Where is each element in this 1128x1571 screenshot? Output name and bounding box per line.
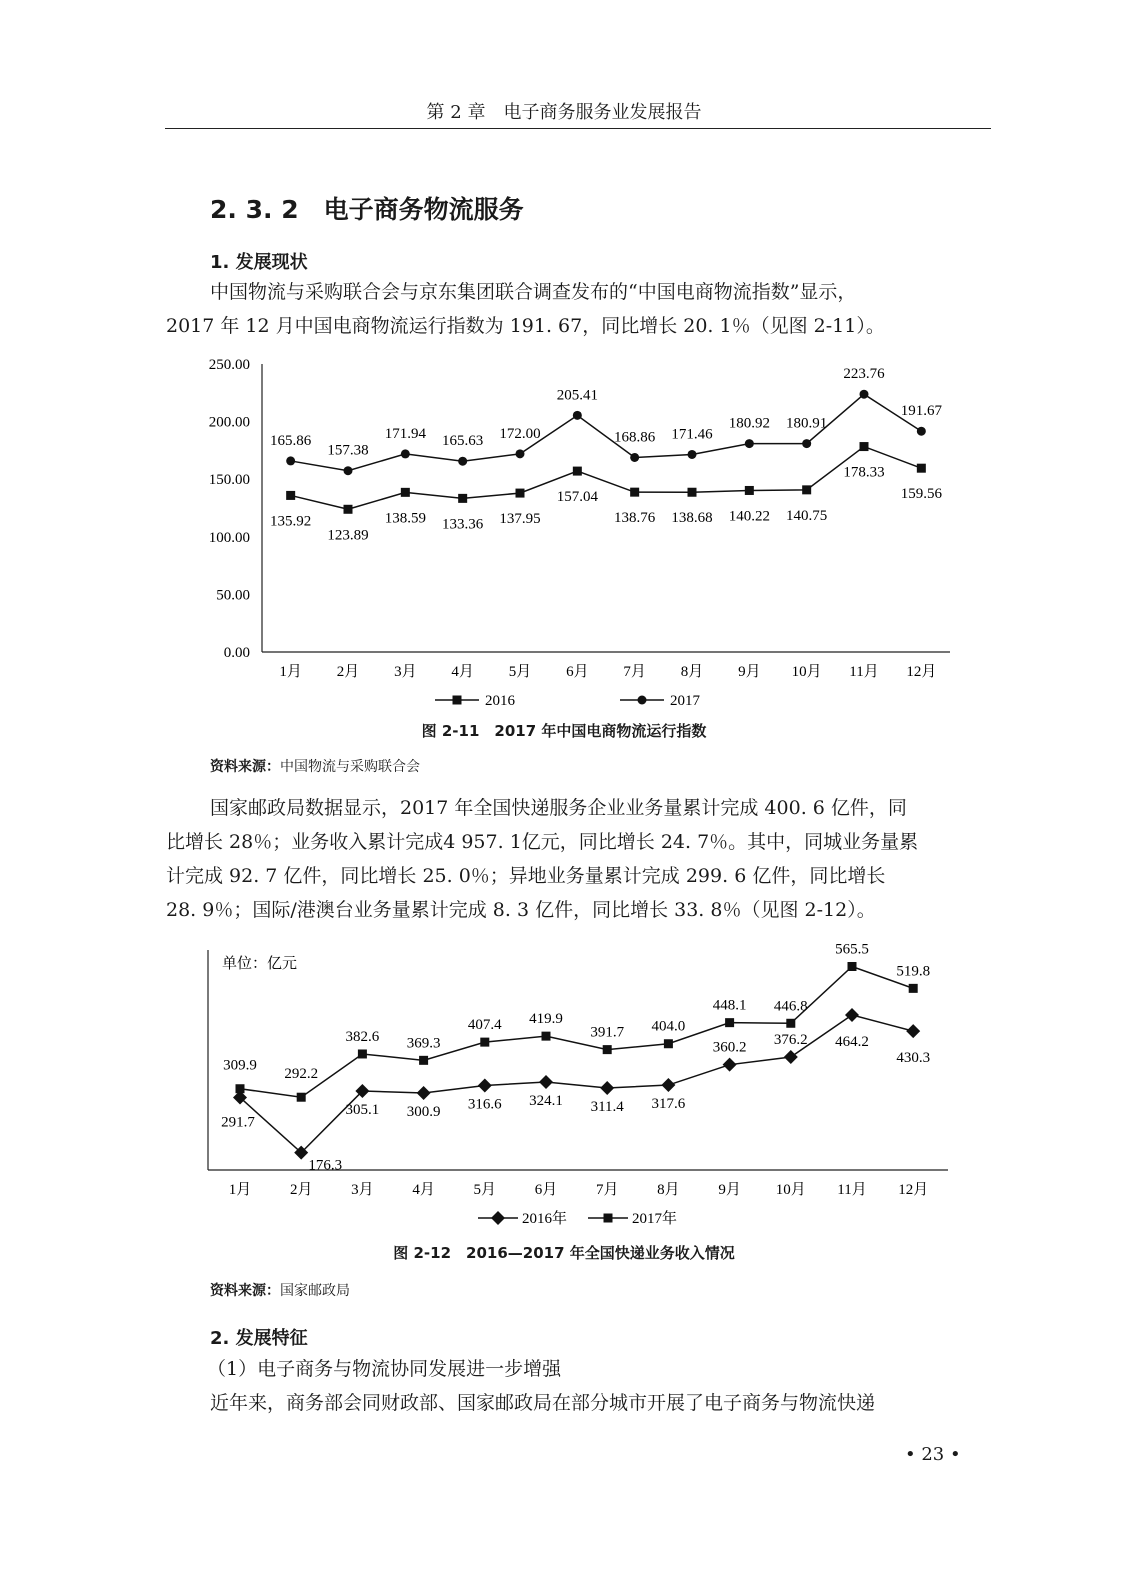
data-point-2017年 (542, 1032, 551, 1041)
subsection-title-status: 1. 发展现状 (210, 252, 308, 273)
series-line-2017年 (240, 967, 913, 1098)
data-point-2017 (745, 439, 754, 448)
x-tick-label: 1月 (228, 1182, 252, 1198)
x-tick-label: 2月 (336, 664, 360, 680)
express-revenue-chart (190, 940, 960, 1230)
paragraph-line: 国家邮政局数据显示，2017 年全国快递服务企业业务量累计完成 400. 6 亿件，同 (210, 797, 907, 819)
x-tick-label: 8月 (657, 1182, 680, 1198)
data-label: 157.38 (327, 442, 369, 459)
x-tick-label: 5月 (508, 664, 532, 680)
y-tick-label: 250.00 (208, 357, 250, 373)
x-tick-label: 8月 (680, 664, 704, 680)
x-tick-label: 10月 (775, 1182, 806, 1198)
subsubsection-title: （1）电子商务与物流协同发展进一步增强 (207, 1358, 562, 1380)
data-point-2017 (401, 449, 410, 458)
x-tick-label: 7月 (595, 1182, 619, 1198)
source-label: 资料来源： (210, 759, 280, 775)
data-label: 376.2 (773, 1032, 808, 1049)
data-label: 140.22 (728, 508, 770, 525)
data-point-2017年 (297, 1093, 306, 1102)
x-tick-label: 9月 (718, 1182, 741, 1198)
data-point-2016 (573, 467, 582, 476)
data-label: 178.33 (843, 464, 885, 481)
data-point-2017年 (236, 1084, 245, 1093)
x-tick-label: 1月 (279, 664, 302, 680)
legend-label: 2017年 (632, 1211, 678, 1227)
legend-marker (491, 1211, 505, 1225)
data-point-2016 (516, 489, 525, 498)
data-label: 519.8 (896, 963, 931, 980)
y-tick-label: 100.00 (208, 529, 250, 546)
data-point-2016 (458, 494, 467, 503)
data-point-2017年 (725, 1018, 734, 1027)
data-point-2016 (860, 442, 869, 451)
data-label: 171.94 (384, 425, 426, 442)
data-point-2017年 (419, 1056, 428, 1065)
data-label: 446.8 (773, 998, 808, 1015)
data-label: 137.95 (499, 511, 541, 528)
data-point-2017 (458, 457, 467, 466)
series-line-2016 (291, 447, 922, 510)
running-header: 第 2 章 电子商务服务业发展报告 (426, 102, 702, 123)
source-text: 国家邮政局 (280, 1283, 350, 1299)
x-tick-label: 3月 (351, 1182, 374, 1198)
data-label: 317.6 (651, 1096, 686, 1113)
data-label: 180.91 (786, 415, 828, 432)
data-label: 448.1 (712, 997, 747, 1014)
paragraph-line: 计完成 92. 7 亿件，同比增长 25. 0％；异地业务量累计完成 299. 6 亿件，同比增长 (166, 865, 886, 887)
paragraph-line: 中国物流与采购联合会与京东集团联合调查发布的“中国电商物流指数”显示， (210, 281, 857, 303)
data-point-2016 (401, 488, 410, 497)
data-label: 311.4 (590, 1099, 624, 1116)
data-label: 205.41 (556, 387, 598, 404)
data-point-2017年 (358, 1049, 367, 1058)
series-line-2016年 (240, 1015, 913, 1153)
data-point-2017 (860, 390, 869, 399)
data-label: 419.9 (529, 1011, 563, 1028)
data-point-2017年 (848, 962, 857, 971)
y-tick-label: 50.00 (216, 587, 250, 604)
legend-marker (604, 1214, 613, 1223)
data-label: 171.46 (671, 426, 713, 443)
data-label: 135.92 (270, 513, 312, 530)
unit-label: 单位：亿元 (222, 956, 298, 972)
logistics-index-chart (190, 350, 970, 720)
subsection-title-features: 2. 发展特征 (210, 1328, 308, 1349)
x-tick-label: 5月 (473, 1182, 497, 1198)
data-point-2016 (802, 485, 811, 494)
data-label: 309.9 (223, 1057, 257, 1074)
data-point-2016年 (600, 1081, 614, 1095)
data-label: 300.9 (406, 1104, 441, 1121)
x-tick-label: 6月 (534, 1182, 558, 1198)
data-point-2017 (802, 439, 811, 448)
x-tick-label: 2月 (289, 1182, 313, 1198)
data-point-2016年 (906, 1024, 920, 1038)
paragraph-line: 28. 9％；国际/港澳台业务量累计完成 8. 3 亿件，同比增长 33. 8％（见图 2-12）。 (166, 899, 876, 921)
paragraph-line: 近年来，商务部会同财政部、国家邮政局在部分城市开展了电子商务与物流快递 (210, 1392, 876, 1414)
data-label: 430.3 (896, 1050, 931, 1067)
data-label: 168.86 (614, 429, 656, 446)
data-point-2016年 (661, 1078, 675, 1092)
data-label: 407.4 (467, 1017, 502, 1034)
data-point-2016 (286, 491, 295, 500)
data-point-2017 (630, 453, 639, 462)
data-label: 391.7 (590, 1024, 625, 1041)
data-label: 172.00 (499, 425, 541, 442)
data-label: 191.67 (900, 403, 942, 420)
data-label: 565.5 (835, 941, 869, 958)
data-point-2016年 (723, 1058, 737, 1072)
data-point-2016年 (845, 1008, 859, 1022)
data-point-2017 (344, 466, 353, 475)
data-point-2016 (745, 486, 754, 495)
data-label: 138.76 (614, 510, 656, 527)
section-title: 2. 3. 2 电子商务物流服务 (210, 195, 524, 224)
legend-marker (638, 696, 647, 705)
x-tick-label: 3月 (394, 664, 417, 680)
data-point-2017 (573, 411, 582, 420)
x-tick-label: 12月 (906, 664, 937, 680)
x-tick-label: 11月 (849, 664, 879, 680)
figure-caption: 图 2-12 2016—2017 年全国快递业务收入情况 (393, 1244, 735, 1262)
data-point-2017年 (909, 984, 918, 993)
x-tick-label: 11月 (837, 1182, 867, 1198)
data-point-2016 (917, 464, 926, 473)
page-number: • 23 • (905, 1444, 961, 1465)
data-point-2016年 (784, 1050, 798, 1064)
legend-label: 2016年 (522, 1211, 568, 1227)
y-tick-label: 200.00 (208, 414, 250, 431)
data-label: 180.92 (728, 415, 770, 432)
x-tick-label: 10月 (791, 664, 822, 680)
y-tick-label: 0.00 (223, 645, 250, 661)
data-point-2017 (688, 450, 697, 459)
figure-source (210, 1280, 350, 1300)
data-label: 360.2 (712, 1039, 747, 1056)
x-tick-label: 4月 (412, 1182, 435, 1198)
data-label: 176.3 (308, 1157, 343, 1174)
source-text: 中国物流与采购联合会 (280, 759, 420, 775)
y-tick-label: 150.00 (208, 472, 250, 489)
legend-marker (453, 696, 462, 705)
x-tick-label: 9月 (738, 664, 761, 680)
x-tick-label: 4月 (451, 664, 474, 680)
legend-label: 2017 (670, 693, 700, 709)
data-label: 382.6 (345, 1028, 380, 1045)
data-point-2016年 (417, 1086, 431, 1100)
data-label: 123.89 (327, 527, 369, 544)
data-point-2017年 (664, 1039, 673, 1048)
data-label: 165.86 (270, 432, 312, 449)
data-label: 316.6 (467, 1096, 502, 1113)
figure-source (210, 756, 420, 776)
data-label: 138.68 (671, 510, 713, 527)
data-point-2017年 (603, 1045, 612, 1054)
data-label: 165.63 (442, 433, 484, 450)
data-point-2017 (516, 449, 525, 458)
data-point-2016 (688, 488, 697, 497)
x-tick-label: 12月 (898, 1182, 929, 1198)
data-point-2016年 (478, 1079, 492, 1093)
data-label: 291.7 (221, 1114, 255, 1131)
data-point-2017 (286, 456, 295, 465)
legend-label: 2016 (485, 693, 515, 709)
x-tick-label: 6月 (566, 664, 589, 680)
data-label: 138.59 (384, 510, 426, 527)
figure-caption: 图 2-11 2017 年中国电商物流运行指数 (421, 722, 707, 740)
data-label: 305.1 (345, 1102, 380, 1119)
paragraph-line: 2017 年 12 月中国电商物流运行指数为 191. 67，同比增长 20. 1％（见图 2-11）。 (166, 315, 885, 337)
data-label: 159.56 (900, 486, 942, 503)
data-label: 404.0 (651, 1018, 686, 1035)
data-label: 140.75 (786, 507, 828, 524)
data-point-2016 (344, 505, 353, 514)
data-point-2017 (917, 427, 926, 436)
x-tick-label: 7月 (623, 664, 646, 680)
paragraph-line: 比增长 28％；业务收入累计完成4 957. 1亿元，同比增长 24. 7％。其中，同城业务量累 (166, 831, 919, 853)
data-label: 223.76 (843, 366, 885, 383)
source-label: 资料来源： (210, 1283, 280, 1299)
header-rule (165, 128, 991, 129)
data-label: 133.36 (442, 516, 484, 533)
data-label: 324.1 (529, 1092, 563, 1109)
data-point-2016 (630, 488, 639, 497)
data-point-2017年 (480, 1038, 489, 1047)
data-point-2017年 (786, 1019, 795, 1028)
data-label: 292.2 (284, 1066, 319, 1083)
data-point-2016年 (539, 1075, 553, 1089)
data-label: 369.3 (406, 1035, 441, 1052)
data-label: 157.04 (556, 489, 598, 506)
data-label: 464.2 (835, 1033, 869, 1050)
